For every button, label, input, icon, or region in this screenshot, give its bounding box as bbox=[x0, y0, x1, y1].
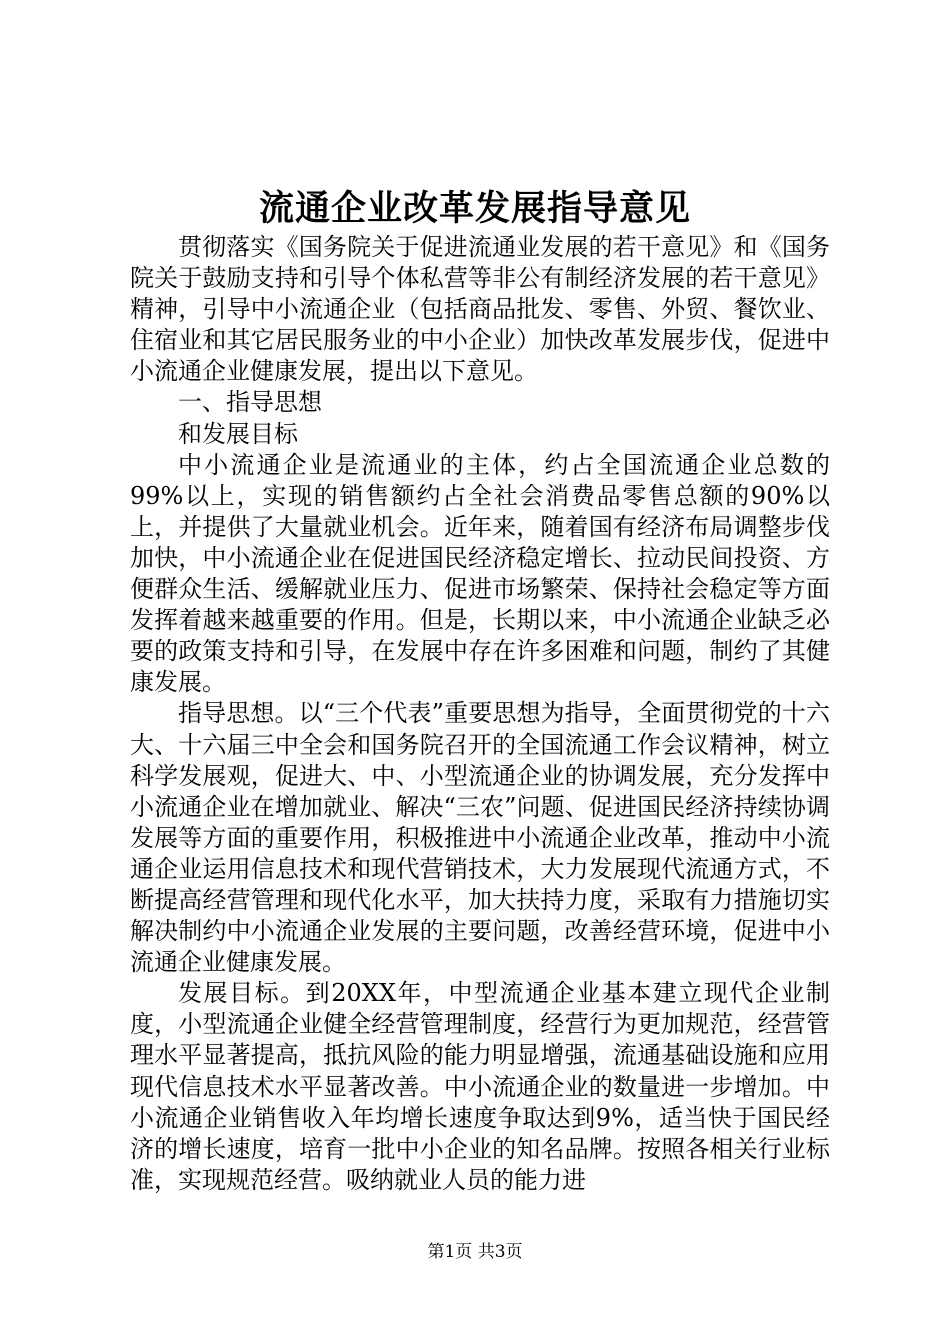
page-number: 第1页 共3页 bbox=[427, 1242, 523, 1262]
paragraph-intro: 贯彻落实《国务院关于促进流通业发展的若干意见》和《国务院关于鼓励支持和引导个体私营等非公有制经济发展的若干意见》精神，引导中小流通企业（包括商品批发、零售、外贸、餐饮业、住宿业和其它居民服务业的中小企业）加快改革发展步伐，促进中小流通企业健康发展，提出以下意见。 bbox=[130, 233, 830, 386]
paragraph-background: 中小流通企业是流通业的主体，约占全国流通企业总数的99%以上，实现的销售额约占全社会消费品零售总额的90%以上，并提供了大量就业机会。近年来，随着国有经济布局调整步伐加快，中小流通企业在促进国民经济稳定增长、拉动民间投资、方便群众生活、缓解就业压力、促进市场繁荣、保持社会稳定等方面发挥着越来越重要的作用。但是，长期以来，中小流通企业缺乏必要的政策支持和引导，在发展中存在许多困难和问题，制约了其健康发展。 bbox=[130, 450, 830, 697]
document-body bbox=[130, 232, 830, 1196]
section-heading-continued: 和发展目标 bbox=[178, 419, 298, 448]
paragraph-development-goals: 发展目标。到20XX年，中型流通企业基本建立现代企业制度，小型流通企业健全经营管理制度，经营行为更加规范，经营管理水平显著提高，抵抗风险的能力明显增强，流通基础设施和应用现代信息技术水平显著改善。中小流通企业的数量进一步增加。中小流通企业销售收入年均增长速度争取达到9%，适当快于国民经济的增长速度，培育一批中小企业的知名品牌。按照各相关行业标准，实现规范经营。吸纳就业人员的能力进 bbox=[130, 979, 830, 1194]
section-heading: 一、指导思想 bbox=[178, 388, 322, 417]
document-title: 流通企业改革发展指导意见 bbox=[258, 188, 691, 229]
paragraph-guiding-ideology: 指导思想。以“三个代表”重要思想为指导，全面贯彻党的十六大、十六届三中全会和国务院召开的全国流通工作会议精神，树立科学发展观，促进大、中、小型流通企业的协调发展，充分发挥中小流通企业在增加就业、解决“三农”问题、促进国民经济持续协调发展等方面的重要作用，积极推进中小流通企业改革，推动中小流通企业运用信息技术和现代营销技术，大力发展现代流通方式，不断提高经营管理和现代化水平，加大扶持力度，采取有力措施切实解决制约中小流通企业发展的主要问题，改善经营环境，促进中小流通企业健康发展。 bbox=[130, 699, 830, 977]
